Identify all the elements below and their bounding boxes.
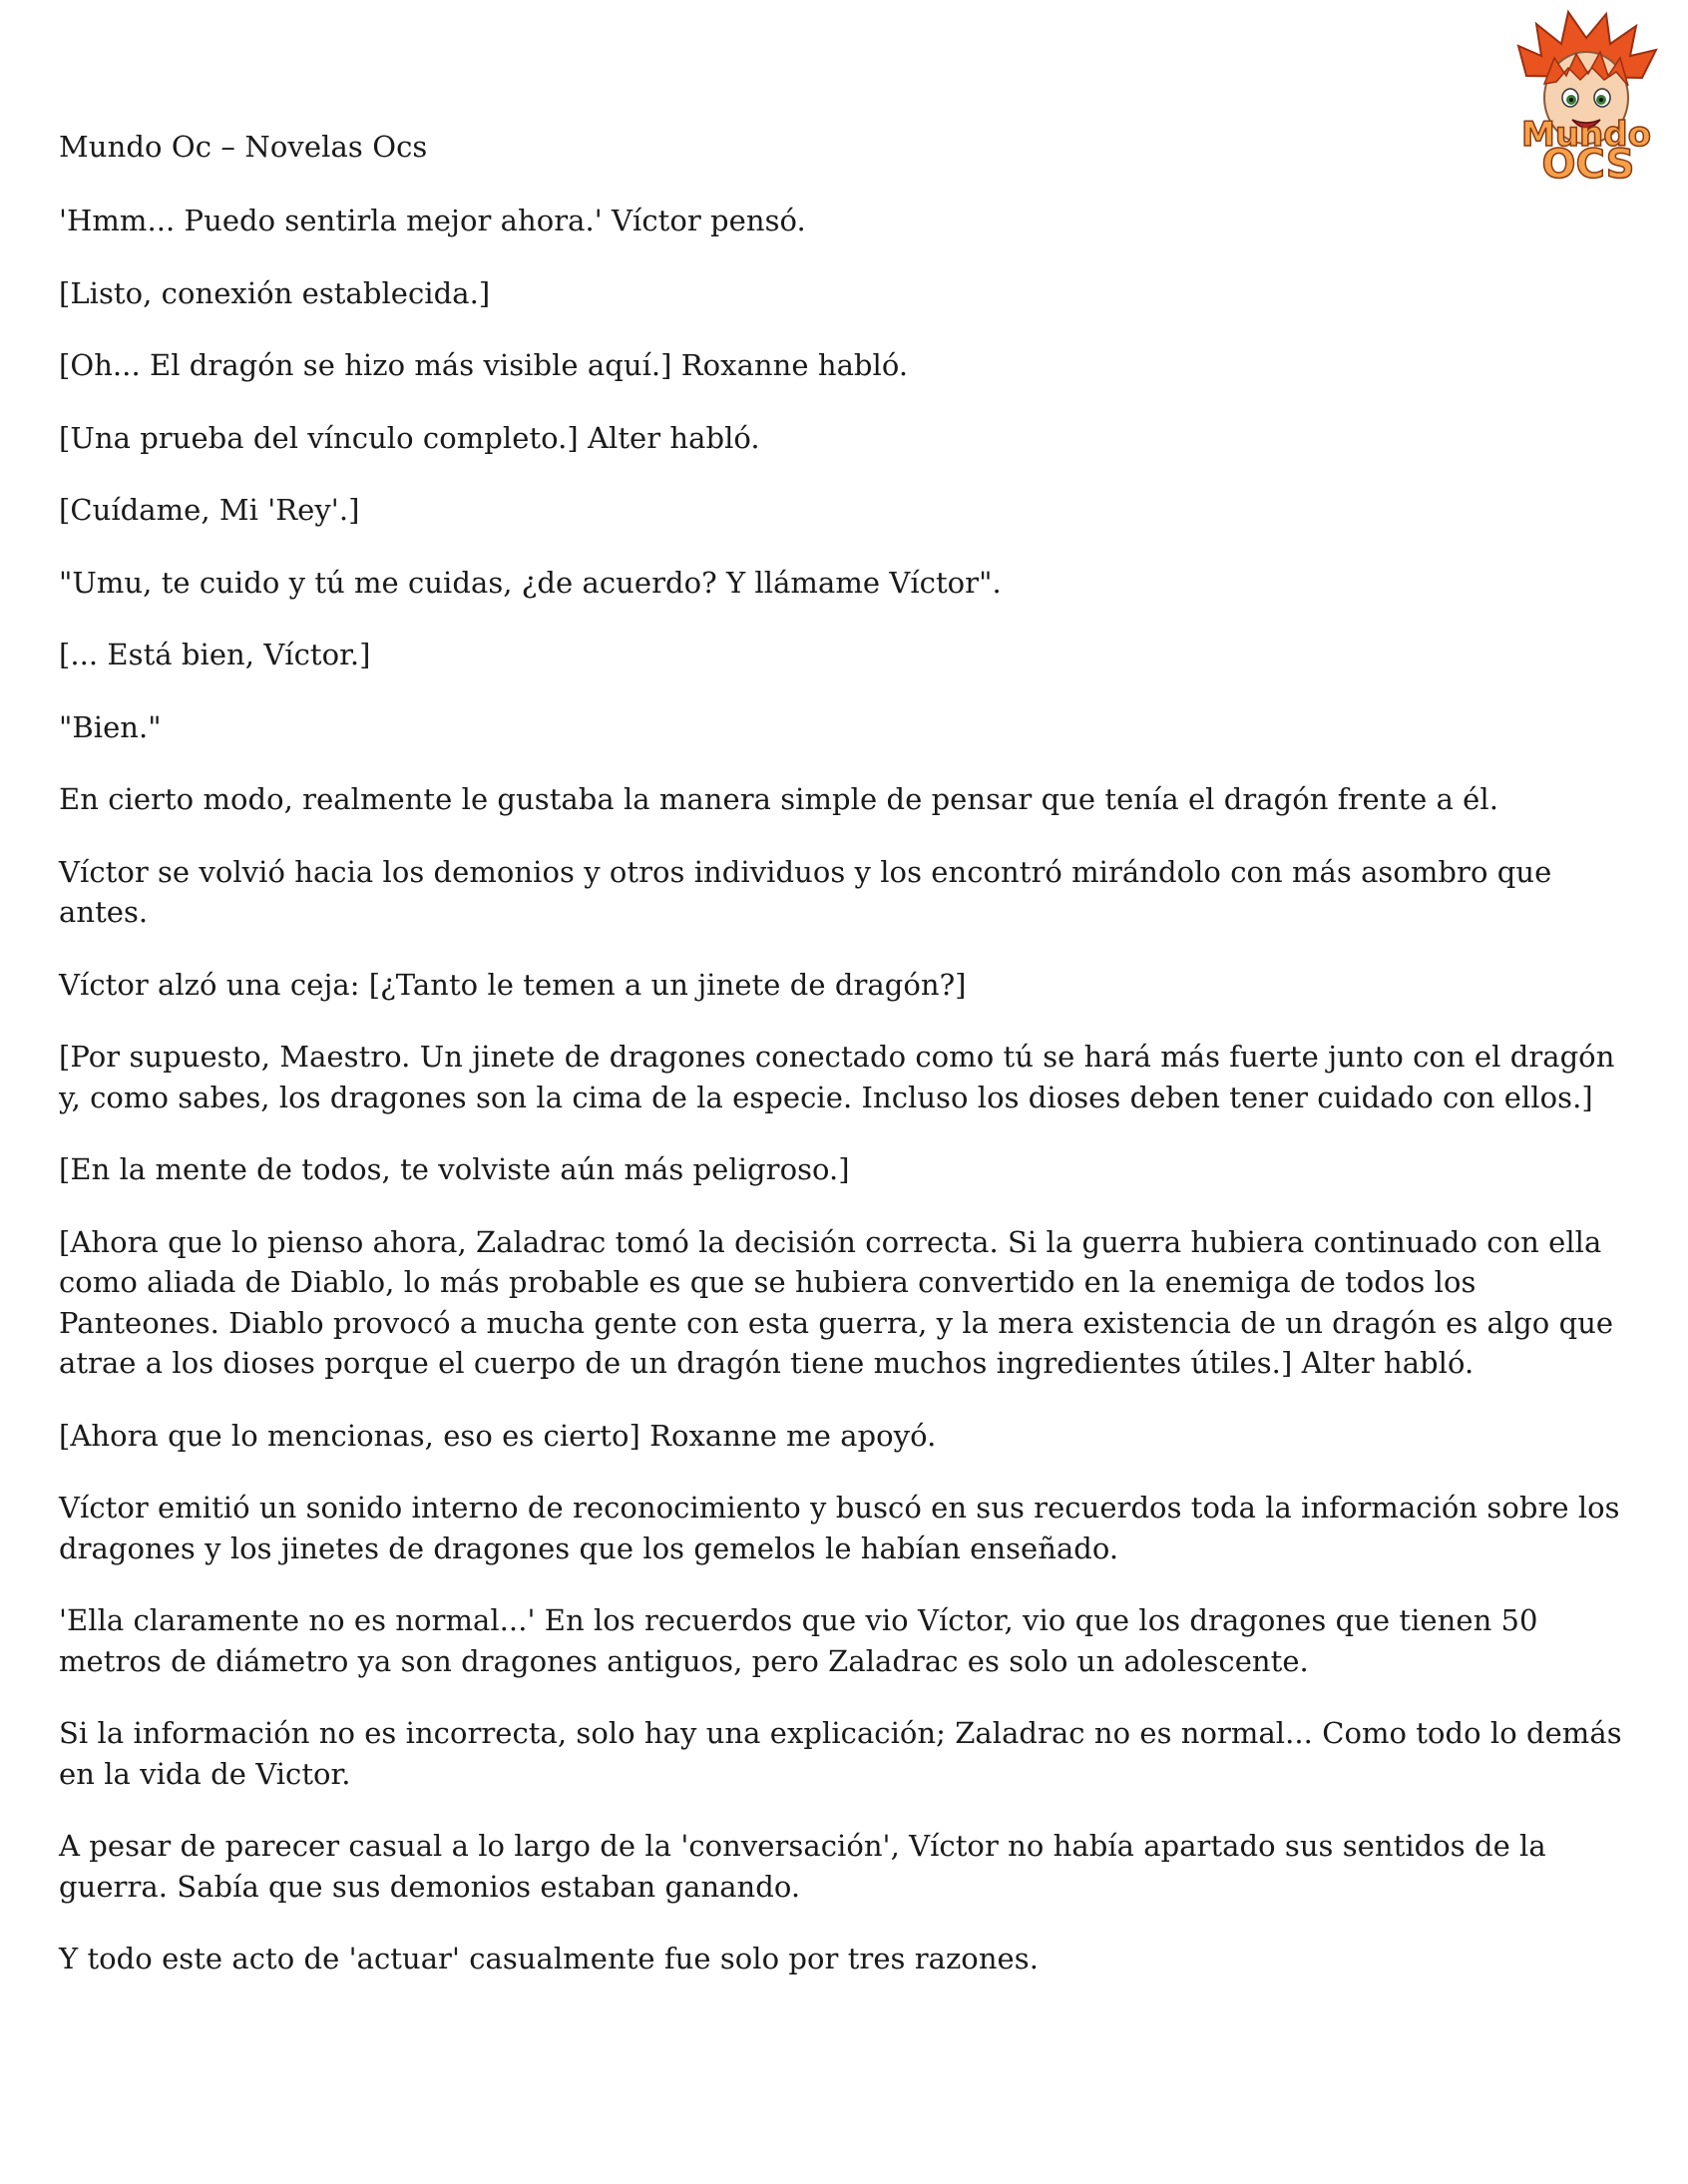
logo-text-ocs: OCS <box>1541 142 1635 186</box>
paragraph: 'Ella claramente no es normal...' En los recuerdos que vio Víctor, vio que los dragones que tienen 50 metros de diámetro ya son dragones antiguos, pero Zaladrac es solo un adolescente. <box>59 1603 1538 1678</box>
paragraph: [... Está bien, Víctor.] <box>59 638 371 671</box>
paragraph: Y todo este acto de 'actuar' casualmente fue solo por tres razones. <box>59 1942 1039 1975</box>
paragraph: [Listo, conexión establecida.] <box>59 275 491 310</box>
paragraph: "Umu, te cuido y tú me cuidas, ¿de acuerdo? Y llámame Víctor". <box>59 565 1002 600</box>
paragraph: [Una prueba del vínculo completo.] Alter habló. <box>59 420 760 455</box>
paragraph: "Bien." <box>59 709 162 744</box>
mundo-ocs-logo-icon <box>1496 6 1676 186</box>
paragraph: Víctor se volvió hacia los demonios y otros individuos y los encontró mirándolo con más asombro que antes. <box>59 854 1552 929</box>
logo-text-mundo: Mundo <box>1521 115 1651 155</box>
paragraph: 'Hmm... Puedo sentirla mejor ahora.' Víctor pensó. <box>59 204 806 237</box>
paragraph: [Oh... El dragón se hizo más visible aquí.] Roxanne habló. <box>59 348 909 382</box>
document-header: Mundo Oc – Novelas Ocs <box>59 130 428 164</box>
paragraph: [Cuídame, Mi 'Rey'.] <box>59 493 360 527</box>
paragraph: [Ahora que lo mencionas, eso es cierto] Roxanne me apoyó. <box>59 1418 937 1453</box>
paragraph: Víctor alzó una ceja: [¿Tanto le temen a un jinete de dragón?] <box>59 967 967 1002</box>
paragraph: En cierto modo, realmente le gustaba la manera simple de pensar que tenía el dragón frente a él. <box>59 782 1498 816</box>
paragraph: Víctor emitió un sonido interno de reconocimiento y buscó en sus recuerdos toda la información sobre los dragones y los jinetes de dragones que los gemelos le habían enseñado. <box>59 1491 1620 1565</box>
paragraph: [En la mente de todos, te volviste aún más peligroso.] <box>59 1152 850 1186</box>
paragraph: A pesar de parecer casual a lo largo de la 'conversación', Víctor no había apartado sus sentidos de la guerra. Sabía que sus demonios estaban ganando. <box>59 1829 1546 1904</box>
document-body <box>59 201 1635 2011</box>
paragraph: Si la información no es incorrecta, solo hay una explicación; Zaladrac no es normal... Como todo lo demás en la vida de Victor. <box>59 1716 1622 1791</box>
paragraph: [Ahora que lo pienso ahora, Zaladrac tomó la decisión correcta. Si la guerra hubiera continuado con ella como aliada de Diablo, lo más probable es que se hubiera convertido en la enemiga de todos los Panteones. Diablo provocó a mucha gente con esta guerra, y la mera existencia de un dragón es algo que atrae a los dioses porque el cuerpo de un dragón tiene muchos ingredientes útiles.] Alter habló. <box>59 1224 1614 1380</box>
paragraph: [Por supuesto, Maestro. Un jinete de dragones conectado como tú se hará más fuerte junto con el dragón y, como sabes, los dragones son la cima de la especie. Incluso los dioses deben tener cuidado con ellos.] <box>59 1040 1615 1114</box>
mundo-ocs-logo <box>1496 6 1676 186</box>
